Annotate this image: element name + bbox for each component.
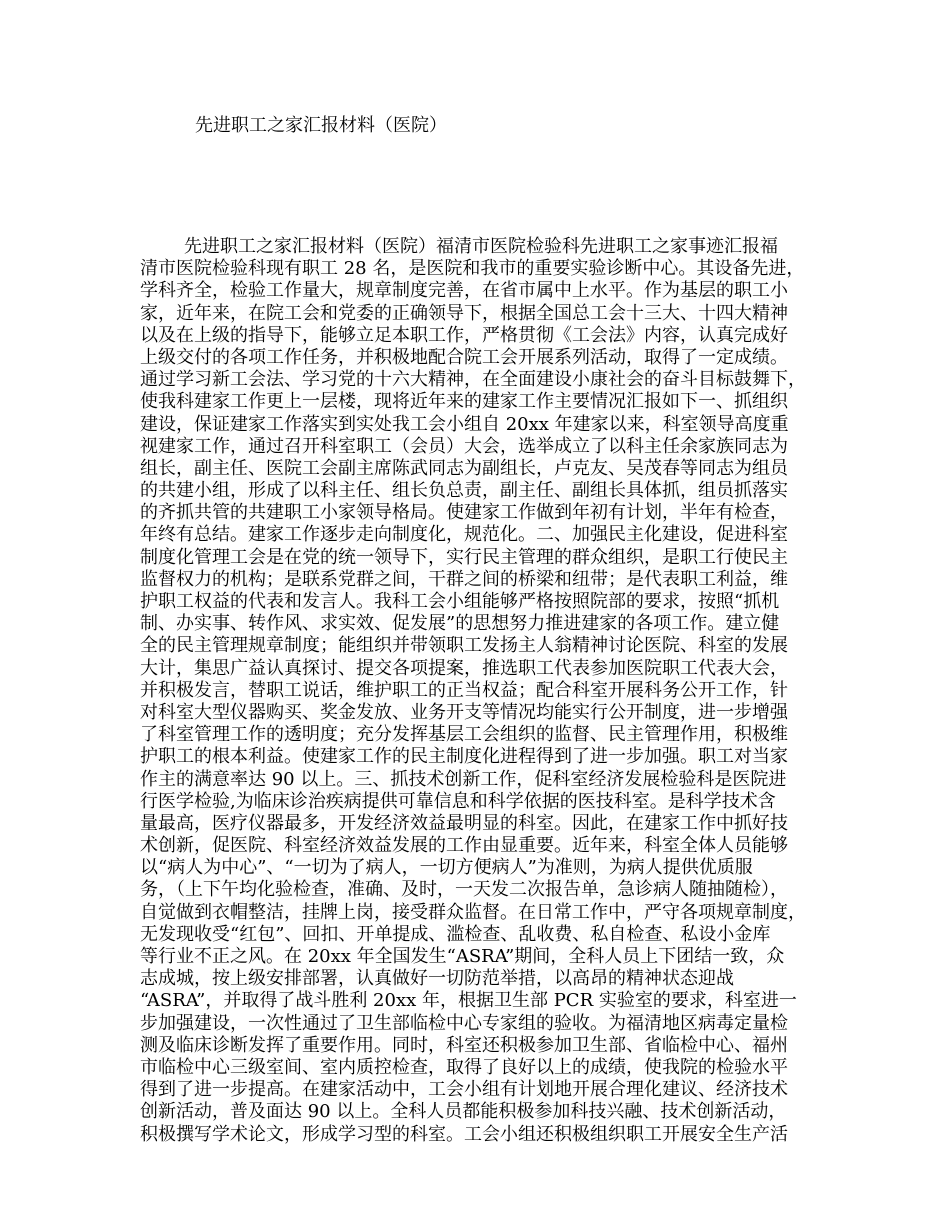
body-line: 积极撰写学术论文，形成学习型的科室。工会小组还积极组织职工开展安全生产活	[140, 1123, 788, 1145]
body-line: 志成城，按上级安排部署，认真做好一切防范举措，以高昂的精神状态迎战	[140, 968, 734, 990]
body-line: 制度化管理工会是在党的统一领导下，实行民主管理的群众组织，是职工行使民主	[140, 546, 788, 568]
body-line: 的共建小组，形成了以科主任、组长负总责，副主任、副组长具体抓，组员抓落实	[140, 480, 788, 502]
body-line: 并积极发言，替职工说话，维护职工的正当权益；配合科室开展科务公开工作，针	[140, 679, 788, 701]
body-line: 得到了进一步提高。在建家活动中，工会小组有计划地开展合理化建议、经济技术	[140, 1079, 788, 1101]
body-line: 测及临床诊断发挥了重要作用。同时，科室还积极参加卫生部、省临检中心、福州	[140, 1034, 788, 1056]
body-line: 市临检中心三级室间、室内质控检查，取得了良好以上的成绩，使我院的检验水平	[140, 1056, 788, 1078]
body-line: 以“病人为中心”、“一切为了病人，一切方便病人”为准则，为病人提供优质服	[140, 857, 753, 879]
body-line: 组长，副主任、医院工会副主席陈武同志为副组长，卢克友、吴茂春等同志为组员	[140, 457, 788, 479]
body-line: 务，（上下午均化验检查，准确、及时，一天发二次报告单，急诊病人随抽随检），	[140, 879, 788, 901]
body-line: 的齐抓共管的共建职工小家领导格局。使建家工作做到年初有计划，半年有检查，	[140, 502, 788, 524]
body-line: 术创新，促医院、科室经济效益发展的工作由显重要。近年来，科室全体人员能够	[140, 835, 788, 857]
document-body	[140, 236, 830, 1146]
body-line: 自觉做到衣帽整洁，挂牌上岗，接受群众监督。在日常工作中，严守各项规章制度，	[140, 901, 806, 923]
body-line: 等行业不正之风。在 20xx 年全国发生“ASRA”期间，全科人员上下团结一致，众	[140, 946, 785, 967]
body-line: 清市医院检验科现有职工 28 名，是医院和我市的重要实验诊断中心。其设备先进，	[140, 258, 805, 280]
body-line: 大计，集思广益认真探讨、提交各项提案，推选职工代表参加医院职工代表大会，	[140, 657, 788, 679]
body-line: 全的民主管理规章制度；能组织并带领职工发扬主人翁精神讨论医院、科室的发展	[140, 635, 788, 657]
body-line: 步加强建设，一次性通过了卫生部临检中心专家组的验收。为福清地区病毒定量检	[140, 1012, 788, 1034]
body-line: 制、办实事、转作风、求实效、促发展”的思想努力推进建家的各项工作。建立健	[140, 613, 780, 635]
body-line: 学科齐全，检验工作量大，规章制度完善，在省市属中上水平。作为基层的职工小	[140, 280, 788, 302]
body-line: 对科室大型仪器购买、奖金发放、业务开支等情况均能实行公开制度，进一步增强	[140, 701, 788, 723]
body-line: 先进职工之家汇报材料（医院）福清市医院检验科先进职工之家事迹汇报福	[184, 236, 778, 257]
body-line: 使我科建家工作更上一层楼，现将近年来的建家工作主要情况汇报如下一、抓组织	[140, 391, 788, 413]
body-line: 量最高，医疗仪器最多，开发经济效益最明显的科室。因此，在建家工作中抓好技	[140, 812, 788, 834]
body-line: 上级交付的各项工作任务，并积极地配合院工会开展系列活动，取得了一定成绩。	[140, 346, 788, 368]
body-line: 通过学习新工会法、学习党的十六大精神，在全面建设小康社会的奋斗目标鼓舞下，	[140, 369, 806, 391]
body-line: 无发现收受“红包”、回扣、开单提成、滥检查、乱收费、私自检查、私设小金库	[140, 923, 771, 945]
body-line: 视建家工作，通过召开科室职工（会员）大会，选举成立了以科主任余家族同志为	[140, 435, 788, 457]
body-line: 行医学检验,为临床诊治疾病提供可靠信息和科学依据的医技科室。是科学技术含	[140, 790, 776, 812]
body-line: 护职工的根本利益。使建家工作的民主制度化进程得到了进一步加强。职工对当家	[140, 746, 788, 768]
body-line: 监督权力的机构；是联系党群之间，干群之间的桥梁和纽带；是代表职工利益，维	[140, 568, 788, 590]
body-line: 创新活动，普及面达 90 以上。全科人员都能积极参加科技兴融、技术创新活动，	[140, 1101, 787, 1123]
body-line: 了科室管理工作的透明度；充分发挥基层工会组织的监督、民主管理作用，积极维	[140, 724, 788, 746]
body-line: 年终有总结。建家工作逐步走向制度化，规范化。二、加强民主化建设，促进科室	[140, 524, 788, 546]
body-line: 护职工权益的代表和发言人。我科工会小组能够严格按照院部的要求，按照“抓机	[140, 591, 780, 612]
body-line: 建设，保证建家工作落实到实处我工会小组自 20xx 年建家以来，科室领导高度重	[140, 413, 789, 435]
document-title: 先进职工之家汇报材料（医院）	[195, 115, 447, 136]
body-line: 作主的满意率达 90 以上。三、抓技术创新工作，促科室经济发展检验科是医院进	[140, 768, 787, 790]
body-line: 家，近年来，在院工会和党委的正确领导下，根据全国总工会十三大、十四大精神	[140, 302, 788, 324]
body-line: 以及在上级的指导下，能够立足本职工作，严格贯彻《工会法》内容，认真完成好	[140, 324, 788, 346]
body-line: “ASRA”，并取得了战斗胜利 20xx 年，根据卫生部 PCR 实验室的要求，科室进一	[140, 990, 797, 1012]
